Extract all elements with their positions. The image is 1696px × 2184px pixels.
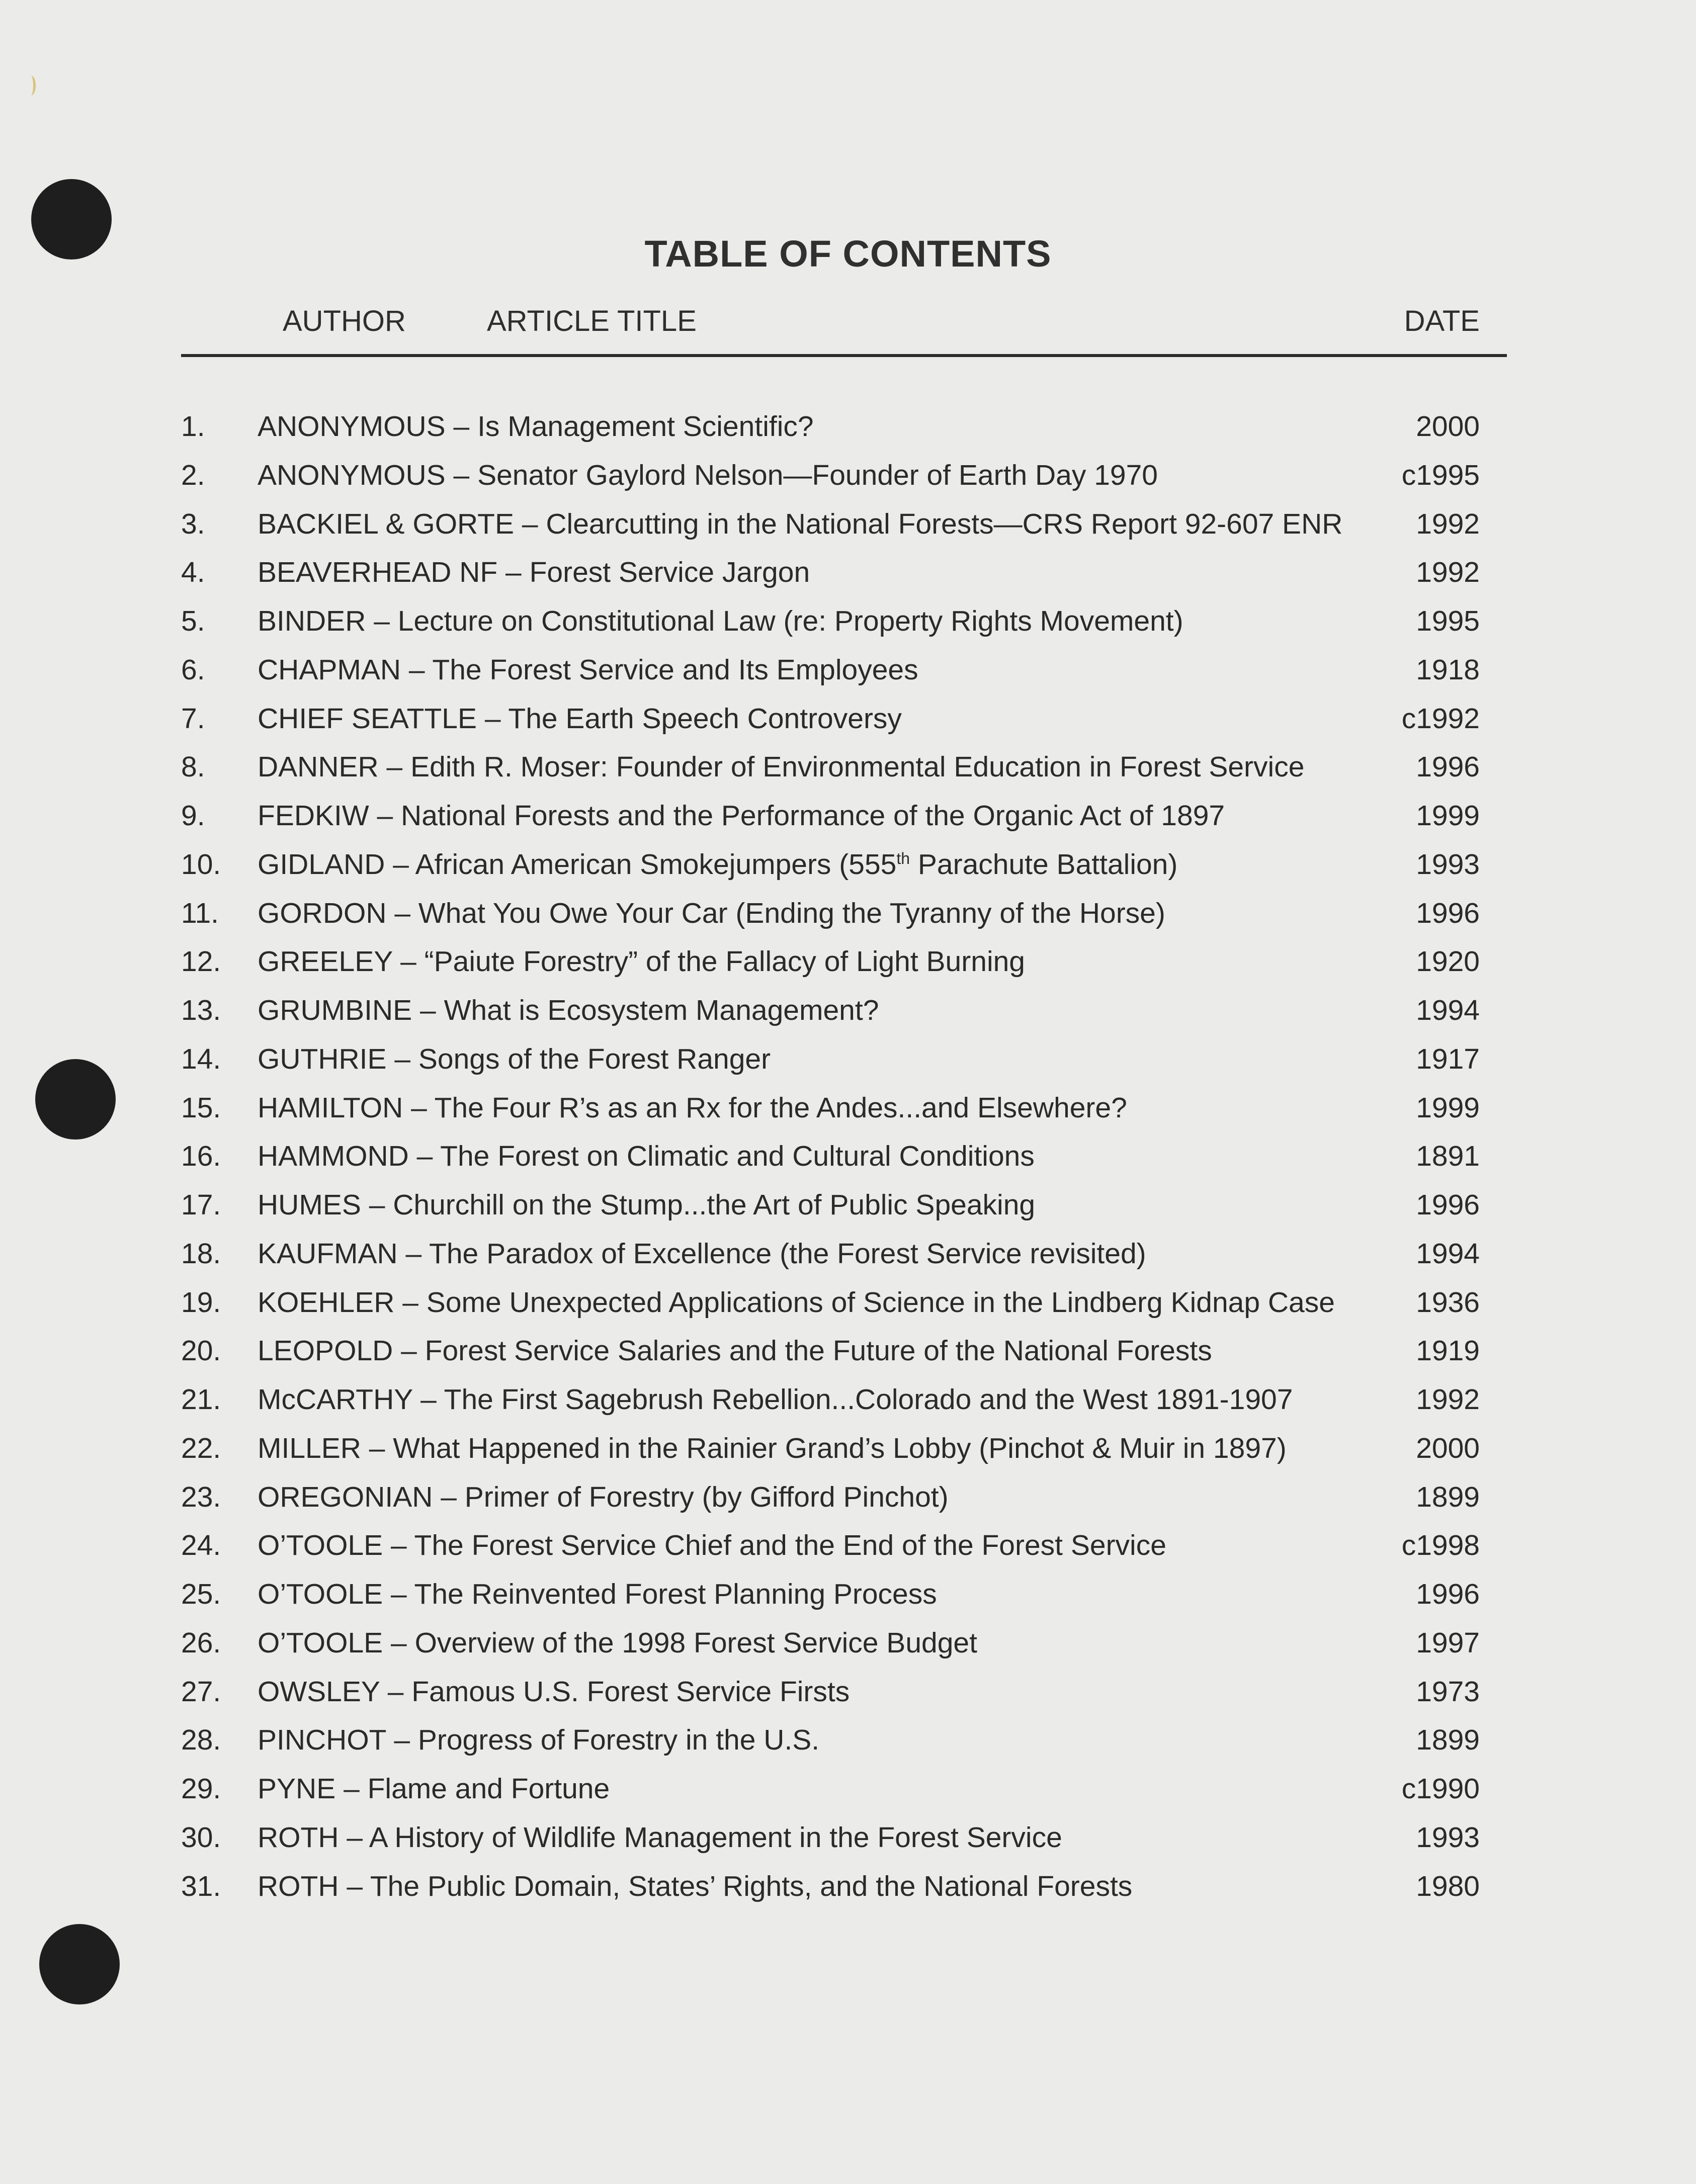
entry-separator: – [408, 1140, 441, 1173]
entry-separator: – [497, 556, 530, 589]
entry-article-title: Forest Service Jargon [529, 556, 810, 589]
entry-author: O’TOOLE [258, 1578, 383, 1610]
entry-number: 27. [181, 1675, 221, 1708]
entry-article-title: “Paiute Forestry” of the Fallacy of Light Burning [424, 945, 1026, 978]
entry-text [258, 1181, 1035, 1230]
entry-author: HAMILTON [258, 1091, 403, 1124]
entry-text [258, 792, 1225, 840]
entry-author: ANONYMOUS [258, 410, 446, 443]
entry-text [258, 1035, 771, 1084]
entry-author: OWSLEY [258, 1675, 380, 1708]
toc-entry [0, 1862, 1696, 1911]
toc-entry [0, 1473, 1696, 1522]
entry-text [258, 743, 1304, 792]
toc-entry [0, 1424, 1696, 1473]
entry-separator: – [403, 1091, 435, 1124]
toc-entry [0, 1181, 1696, 1230]
punch-hole-bottom [39, 1924, 120, 2004]
entry-number: 14. [181, 1042, 221, 1075]
entry-article-title: The Four R’s as an Rx for the Andes...and Elsewhere? [434, 1091, 1127, 1124]
entry-author: PYNE [258, 1773, 336, 1805]
entry-author: DANNER [258, 751, 379, 783]
entry-number: 25. [181, 1578, 221, 1610]
entry-number: 30. [181, 1821, 221, 1854]
entry-date: 1994 [1416, 994, 1480, 1026]
entry-article-title: The Earth Speech Controversy [508, 702, 902, 735]
entry-article-title: Clearcutting in the National Forests—CRS Report 92-607 ENR [546, 507, 1343, 540]
entry-separator: – [412, 994, 444, 1026]
entry-number: 15. [181, 1091, 221, 1124]
entry-separator: – [369, 800, 401, 832]
entry-number: 4. [181, 556, 205, 589]
entry-article-title: The Public Domain, States’ Rights, and the National Forests [370, 1870, 1133, 1902]
entry-text [258, 889, 1165, 938]
entry-separator: – [335, 1773, 368, 1805]
entry-author: O’TOOLE [258, 1626, 383, 1659]
entry-article-title: National Forests and the Performance of the Organic Act of 1897 [401, 800, 1225, 832]
entry-article-title: The Forest Service Chief and the End of the Forest Service [414, 1529, 1166, 1562]
entry-number: 28. [181, 1724, 221, 1757]
entry-date: 1996 [1416, 897, 1480, 929]
entry-author: OREGONIAN [258, 1480, 433, 1513]
entry-author: O’TOOLE [258, 1529, 383, 1562]
entry-separator: – [386, 897, 418, 929]
entry-text [258, 1132, 1035, 1181]
entry-number: 29. [181, 1773, 221, 1805]
entry-article-title: Progress of Forestry in the U.S. [417, 1724, 820, 1757]
entry-text [258, 1521, 1166, 1570]
entry-date: 1999 [1416, 1091, 1480, 1124]
entry-text [258, 548, 810, 597]
entry-date: 1891 [1416, 1140, 1480, 1173]
entry-text [258, 1716, 819, 1765]
entry-number: 22. [181, 1432, 221, 1464]
entry-separator: – [445, 410, 478, 443]
entry-date: 1919 [1416, 1335, 1480, 1367]
entry-date: 2000 [1416, 1432, 1480, 1464]
entry-text [258, 1327, 1212, 1375]
entry-article-title: Songs of the Forest Ranger [418, 1042, 771, 1075]
entry-number: 26. [181, 1626, 221, 1659]
entry-number: 6. [181, 653, 205, 686]
entry-author: LEOPOLD [258, 1335, 393, 1367]
toc-entry [0, 1132, 1696, 1181]
entry-article-title: The Forest on Climatic and Cultural Conditions [440, 1140, 1035, 1173]
entry-number: 5. [181, 605, 205, 637]
entry-author: GRUMBINE [258, 994, 412, 1026]
toc-entry [0, 402, 1696, 451]
entry-article-title: What You Owe Your Car (Ending the Tyranny of the Horse) [418, 897, 1165, 929]
entry-text [258, 1278, 1335, 1327]
entry-author: BEAVERHEAD NF [258, 556, 498, 589]
entry-number: 8. [181, 751, 205, 783]
entry-number: 10. [181, 848, 221, 881]
entry-number: 21. [181, 1383, 221, 1416]
entry-text [258, 937, 1025, 986]
entry-number: 19. [181, 1286, 221, 1319]
entry-article-title: A History of Wildlife Management in the Forest Service [369, 1821, 1062, 1854]
entry-article-title: Flame and Fortune [367, 1773, 610, 1805]
entry-article-title: Edith R. Moser: Founder of Environmental Education in Forest Service [410, 751, 1305, 783]
entry-author: McCARTHY [258, 1383, 413, 1416]
toc-entry [0, 1619, 1696, 1668]
entry-separator: – [392, 945, 425, 978]
entry-text [258, 1230, 1146, 1278]
toc-entry [0, 792, 1696, 840]
entry-separator: – [385, 848, 415, 881]
entry-number: 7. [181, 702, 205, 735]
entry-separator: – [338, 1870, 370, 1902]
entry-author: BINDER [258, 605, 366, 637]
toc-entry [0, 1375, 1696, 1424]
entry-number: 12. [181, 945, 221, 978]
entry-number: 2. [181, 459, 205, 491]
entry-date: 1992 [1416, 1383, 1480, 1416]
entry-text [258, 597, 1183, 646]
entry-article-title: Lecture on Constitutional Law (re: Property Rights Movement) [397, 605, 1183, 637]
toc-entry [0, 500, 1696, 549]
toc-entry [0, 986, 1696, 1035]
column-header-article-title: ARTICLE TITLE [487, 305, 697, 337]
entry-separator: – [393, 1335, 425, 1367]
entry-number: 11. [181, 897, 219, 929]
entry-date: 1993 [1416, 1821, 1480, 1854]
toc-entry [0, 646, 1696, 694]
entry-separator: – [514, 507, 546, 540]
toc-entry [0, 1668, 1696, 1716]
entry-author: ANONYMOUS [258, 459, 446, 491]
entry-author: KAUFMAN [258, 1237, 398, 1270]
entry-article-title: Senator Gaylord Nelson—Founder of Earth Day 1970 [477, 459, 1158, 491]
entry-separator: – [477, 702, 508, 735]
toc-entry [0, 1570, 1696, 1619]
entry-date: 1973 [1416, 1675, 1480, 1708]
entry-text [258, 451, 1158, 500]
entry-text [258, 1813, 1062, 1862]
entry-date: 1995 [1416, 605, 1480, 637]
entry-date: 1997 [1416, 1626, 1480, 1659]
toc-entry [0, 1521, 1696, 1570]
entry-text [258, 402, 814, 451]
entry-date: c1998 [1401, 1529, 1480, 1562]
entry-number: 31. [181, 1870, 221, 1902]
entry-text [258, 1424, 1287, 1473]
toc-entry [0, 1035, 1696, 1084]
entry-date: 1917 [1416, 1042, 1480, 1075]
paper-speck [26, 75, 36, 96]
entry-date: 1999 [1416, 800, 1480, 832]
entry-title-superscript: th [896, 849, 910, 867]
toc-entry [0, 694, 1696, 743]
entry-author: GUTHRIE [258, 1042, 387, 1075]
entry-article-title: The Paradox of Excellence (the Forest Service revisited) [429, 1237, 1146, 1270]
entry-date: 1996 [1416, 1578, 1480, 1610]
entry-author: MILLER [258, 1432, 361, 1464]
toc-entry [0, 1230, 1696, 1278]
toc-entry [0, 1084, 1696, 1132]
entry-number: 23. [181, 1480, 221, 1513]
toc-entry [0, 1716, 1696, 1765]
entry-article-title: The First Sagebrush Rebellion...Colorado and the West 1891-1907 [444, 1383, 1293, 1416]
toc-entry [0, 743, 1696, 792]
entry-separator: – [386, 1042, 418, 1075]
entry-date: 1993 [1416, 848, 1480, 881]
toc-entry [0, 1813, 1696, 1862]
entry-text [258, 1570, 937, 1619]
entry-date: c1995 [1401, 459, 1480, 491]
entry-author: HAMMOND [258, 1140, 409, 1173]
entry-author: CHAPMAN [258, 653, 401, 686]
entry-separator: – [338, 1821, 369, 1854]
entry-text [258, 1084, 1127, 1132]
entry-separator: – [383, 1578, 414, 1610]
entry-number: 1. [181, 410, 205, 443]
entry-date: 2000 [1416, 410, 1480, 443]
entry-article-title: Primer of Forestry (by Gifford Pinchot) [464, 1480, 949, 1513]
entry-separator: – [361, 1189, 393, 1221]
entry-separator: – [383, 1626, 415, 1659]
entry-separator: – [433, 1480, 465, 1513]
entry-number: 16. [181, 1140, 221, 1173]
entry-date: 1920 [1416, 945, 1480, 978]
toc-entry [0, 1327, 1696, 1375]
entry-separator: – [401, 653, 433, 686]
entry-text [258, 986, 879, 1035]
toc-entry [0, 548, 1696, 597]
entry-text [258, 694, 902, 743]
entry-author: CHIEF SEATTLE [258, 702, 477, 735]
entry-text [258, 646, 918, 694]
toc-entry [0, 597, 1696, 646]
entry-article-title: The Reinvented Forest Planning Process [414, 1578, 937, 1610]
entry-separator: – [445, 459, 478, 491]
entry-date: c1990 [1401, 1773, 1480, 1805]
entry-text [258, 1862, 1132, 1911]
entry-date: 1992 [1416, 556, 1480, 589]
entry-article-title: African American Smokejumpers (555 [415, 848, 897, 881]
entry-number: 3. [181, 507, 205, 540]
toc-entry [0, 451, 1696, 500]
entry-date: 1936 [1416, 1286, 1480, 1319]
entry-number: 24. [181, 1529, 221, 1562]
entry-article-title: Some Unexpected Applications of Science in the Lindberg Kidnap Case [426, 1286, 1335, 1319]
entry-text [258, 1619, 977, 1668]
entry-text [258, 840, 1177, 889]
entry-author: GORDON [258, 897, 387, 929]
entry-separator: – [379, 1675, 412, 1708]
entry-number: 17. [181, 1189, 221, 1221]
entry-author: BACKIEL & GORTE [258, 507, 514, 540]
entry-separator: – [386, 1724, 418, 1757]
entry-separator: – [397, 1237, 430, 1270]
entry-separator: – [383, 1529, 414, 1562]
entry-author: GIDLAND [258, 848, 385, 881]
entry-date: 1918 [1416, 653, 1480, 686]
entry-title-continued: Parachute Battalion) [910, 848, 1178, 881]
entry-article-title: What is Ecosystem Management? [444, 994, 879, 1026]
entry-separator: – [394, 1286, 427, 1319]
entry-text [258, 1668, 850, 1716]
toc-entry [0, 937, 1696, 986]
entry-article-title: Churchill on the Stump...the Art of Public Speaking [393, 1189, 1036, 1221]
entry-date: 1996 [1416, 751, 1480, 783]
entry-author: ROTH [258, 1821, 339, 1854]
entry-date: 1899 [1416, 1724, 1480, 1757]
entry-author: GREELEY [258, 945, 393, 978]
column-header-author: AUTHOR [283, 305, 406, 337]
entry-text [258, 1473, 949, 1522]
entry-separator: – [366, 605, 398, 637]
entry-text [258, 1375, 1293, 1424]
entry-article-title: The Forest Service and Its Employees [432, 653, 918, 686]
page-title: TABLE OF CONTENTS [644, 233, 1052, 275]
entry-number: 13. [181, 994, 221, 1026]
toc-entry [0, 840, 1696, 889]
column-header-date: DATE [1404, 305, 1480, 337]
entry-date: 1899 [1416, 1480, 1480, 1513]
entry-article-title: What Happened in the Rainier Grand’s Lobby (Pinchot & Muir in 1897) [393, 1432, 1287, 1464]
entry-article-title: Is Management Scientific? [477, 410, 814, 443]
entry-author: PINCHOT [258, 1724, 386, 1757]
entry-number: 9. [181, 800, 205, 832]
entry-author: KOEHLER [258, 1286, 395, 1319]
entry-date: c1992 [1401, 702, 1480, 735]
entry-author: FEDKIW [258, 800, 369, 832]
entry-date: 1996 [1416, 1189, 1480, 1221]
entry-date: 1994 [1416, 1237, 1480, 1270]
entry-author: ROTH [258, 1870, 339, 1902]
entry-article-title: Forest Service Salaries and the Future of the National Forests [425, 1335, 1212, 1367]
entry-text [258, 500, 1342, 549]
entry-date: 1992 [1416, 507, 1480, 540]
toc-entry [0, 1765, 1696, 1813]
header-divider [181, 354, 1507, 357]
toc-entry [0, 889, 1696, 938]
entry-author: HUMES [258, 1189, 361, 1221]
toc-entry [0, 1278, 1696, 1327]
entry-separator: – [412, 1383, 444, 1416]
entry-article-title: Overview of the 1998 Forest Service Budget [414, 1626, 977, 1659]
entry-article-title: Famous U.S. Forest Service Firsts [411, 1675, 850, 1708]
entry-separator: – [361, 1432, 393, 1464]
entry-separator: – [378, 751, 411, 783]
entry-text [258, 1765, 610, 1813]
entry-number: 18. [181, 1237, 221, 1270]
entry-date: 1980 [1416, 1870, 1480, 1902]
entry-number: 20. [181, 1335, 221, 1367]
